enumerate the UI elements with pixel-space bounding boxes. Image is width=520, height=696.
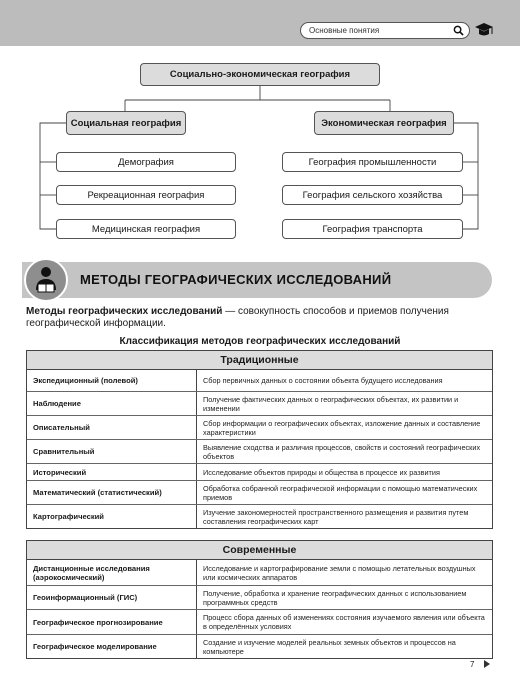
page-arrow-icon[interactable] bbox=[484, 660, 490, 668]
page-number: 7 bbox=[470, 660, 475, 669]
table-row bbox=[27, 634, 492, 658]
diagram-branch-social bbox=[66, 111, 186, 135]
diagram-branch-economic bbox=[314, 111, 454, 135]
table-body bbox=[27, 370, 492, 528]
diagram-item bbox=[56, 185, 236, 205]
diagram-root bbox=[140, 63, 380, 86]
method-name: Наблюдение bbox=[27, 392, 197, 415]
section-icon-circle bbox=[24, 258, 68, 302]
method-name: Математический (статистический) bbox=[27, 481, 197, 504]
diagram-item-label: География транспорта bbox=[322, 223, 423, 235]
diagram-item-label: Медицинская география bbox=[91, 223, 201, 235]
diagram-item bbox=[282, 185, 463, 205]
method-description: Исследование объектов природы и общества в процессе их развития bbox=[203, 467, 440, 477]
section-title: МЕТОДЫ ГЕОГРАФИЧЕСКИХ ИССЛЕДОВАНИЙ bbox=[80, 272, 392, 287]
method-description: Изучение закономерностей пространственного размещения и развития путем составления географических карт bbox=[203, 507, 469, 526]
table-row bbox=[27, 370, 492, 391]
definition-term: Методы географических исследований bbox=[26, 306, 223, 317]
table-row bbox=[27, 560, 492, 585]
diagram-item-label: География сельского хозяйства bbox=[302, 189, 443, 201]
table-row bbox=[27, 439, 492, 463]
table-row bbox=[27, 463, 492, 480]
table-heading: Современные bbox=[27, 541, 492, 560]
traditional-methods-table bbox=[26, 350, 493, 529]
table-title: Классификация методов географических исследований bbox=[119, 336, 401, 347]
method-description: Сбор информации о географических объектах, изложение данных и составление характеристики bbox=[203, 418, 481, 437]
definition-paragraph bbox=[26, 306, 486, 330]
method-name: Исторический bbox=[27, 464, 197, 480]
table-row bbox=[27, 609, 492, 634]
method-name: Географическое моделирование bbox=[27, 635, 197, 658]
diagram-item-label: География промышленности bbox=[308, 156, 437, 168]
definition-text: — совокупность способов и приемов получения географической информации. bbox=[26, 306, 449, 329]
table-heading: Традиционные bbox=[27, 351, 492, 370]
method-description: Создание и изучение моделей реальных земных объектов и процессов на компьютере bbox=[203, 637, 456, 656]
reader-icon bbox=[26, 260, 66, 300]
table-row bbox=[27, 415, 492, 439]
method-name: Экспедиционный (полевой) bbox=[27, 370, 197, 391]
method-name: Дистанционные исследования (аэрокосмический) bbox=[27, 560, 197, 585]
method-description: Получение, обработка и хранение географических данных с использованием программных средств bbox=[203, 588, 467, 607]
method-name: Сравнительный bbox=[27, 440, 197, 463]
method-name: Геоинформационный (ГИС) bbox=[27, 586, 197, 609]
method-description: Исследование и картографирование земли с помощью летательных воздушных или космических аппаратов bbox=[203, 563, 476, 582]
diagram-item bbox=[282, 152, 463, 172]
diagram-item bbox=[56, 219, 236, 239]
method-name: Описательный bbox=[27, 416, 197, 439]
diagram-item bbox=[56, 152, 236, 172]
diagram-item-label: Демография bbox=[118, 156, 174, 168]
table-row bbox=[27, 391, 492, 415]
method-description: Получение фактических данных о географических объектах, их развитии и изменении bbox=[203, 394, 459, 413]
search-field-text: Основные понятия bbox=[309, 26, 380, 35]
branch-economic-label: Экономическая география bbox=[321, 117, 447, 129]
branch-social-label: Социальная география bbox=[70, 117, 182, 129]
table-row bbox=[27, 585, 492, 609]
diagram-item-label: Рекреационная география bbox=[87, 189, 205, 201]
method-description: Обработка собранной географической информации с помощью математических приемов bbox=[203, 483, 478, 502]
table-row bbox=[27, 480, 492, 504]
table-body bbox=[27, 560, 492, 658]
diagram-root-label: Социально-экономическая география bbox=[169, 69, 351, 80]
method-name: Картографический bbox=[27, 505, 197, 528]
method-name: Географическое прогнозирование bbox=[27, 610, 197, 634]
method-description: Сбор первичных данных о состоянии объекта будущего исследования bbox=[203, 376, 443, 385]
table-row bbox=[27, 504, 492, 528]
diagram-item bbox=[282, 219, 463, 239]
method-description: Выявление сходства и различия процессов, свойств и состояний географических объектов bbox=[203, 442, 481, 461]
method-description: Процесс сбора данных об изменениях состояния изучаемого явления или объекта в определённых условиях bbox=[203, 613, 485, 631]
modern-methods-table bbox=[26, 540, 493, 659]
